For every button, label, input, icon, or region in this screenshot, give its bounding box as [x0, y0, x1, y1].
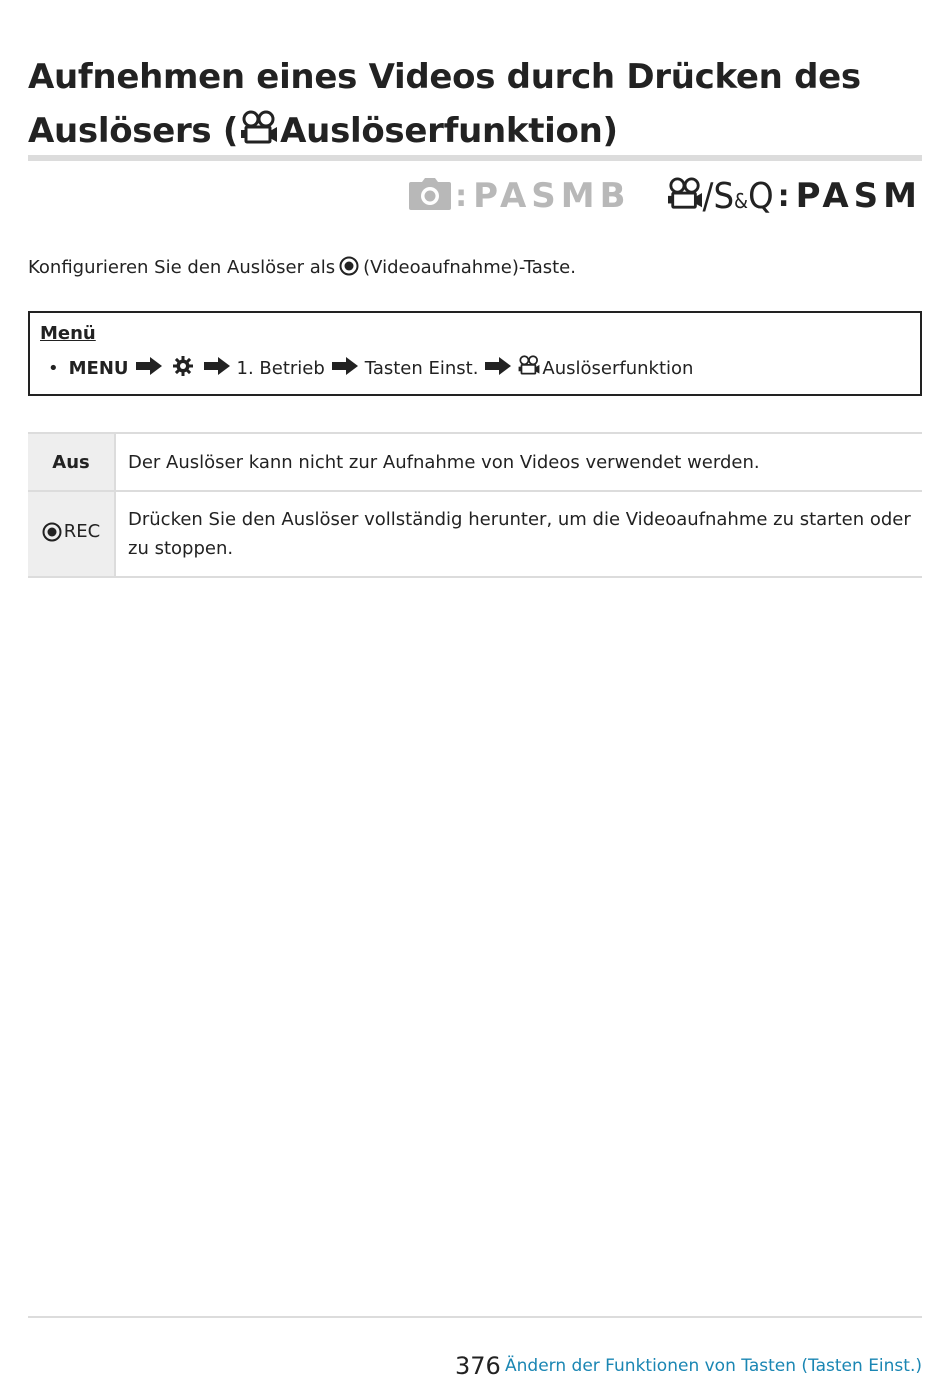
table-row — [28, 491, 922, 577]
option-description: Drücken Sie den Auslöser vollständig herunter, um die Videoaufnahme zu starten oder zu stoppen. — [115, 491, 922, 577]
intro-text-end: (Videoaufnahme)-Taste. — [363, 257, 576, 278]
sq-s: S — [713, 175, 735, 217]
record-button-icon — [339, 256, 359, 281]
arrow-right-icon — [485, 357, 511, 380]
title-line-2-start: Auslösers ( — [28, 111, 239, 151]
title-line-2-end: Auslöserfunktion) — [280, 111, 618, 151]
menu-bullet: • — [48, 357, 59, 379]
sq-q: Q — [748, 175, 774, 217]
mode-indicator — [409, 176, 922, 216]
title-divider — [28, 155, 922, 161]
option-key — [28, 491, 115, 577]
menu-step-betrieb: 1. Betrieb — [236, 357, 325, 379]
menu-button-label: MENU — [68, 357, 129, 379]
gear-icon — [173, 356, 193, 381]
slow-quick-mode — [713, 176, 773, 217]
option-key-rec: REC — [63, 521, 101, 543]
mode-slash: / — [702, 175, 714, 217]
menu-step-ausloeserfunktion: Auslöserfunktion — [542, 357, 694, 379]
movie-mode-icon — [667, 177, 703, 215]
menu-path — [48, 355, 693, 381]
video-mode-letters: PASM — [795, 176, 922, 216]
menu-heading: Menü — [40, 323, 96, 344]
sq-amp: & — [734, 188, 749, 213]
intro-text-start: Konfigurieren Sie den Auslöser als — [28, 257, 336, 278]
movie-camera-icon — [518, 355, 540, 381]
intro-text — [28, 256, 576, 281]
menu-step-tasten: Tasten Einst. — [364, 357, 479, 379]
movie-camera-icon — [240, 108, 278, 162]
photo-mode-colon: : — [455, 178, 468, 214]
page-number: 376 — [455, 1352, 501, 1380]
video-mode-group — [667, 176, 922, 217]
photo-mode-letters: PASMB — [473, 176, 631, 216]
photo-mode-group — [409, 176, 630, 216]
title-line-1: Aufnehmen eines Videos durch Drücken des — [28, 57, 861, 97]
table-row — [28, 433, 922, 491]
footer-divider — [28, 1316, 922, 1318]
option-description: Der Auslöser kann nicht zur Aufnahme von Videos verwendet werden. — [115, 433, 922, 491]
photo-camera-icon — [409, 178, 451, 214]
video-mode-colon: : — [777, 178, 790, 214]
options-table — [28, 432, 922, 578]
record-button-icon — [42, 522, 62, 542]
arrow-right-icon — [332, 357, 358, 380]
arrow-right-icon — [204, 357, 230, 380]
page-title — [28, 50, 922, 162]
option-key: Aus — [28, 433, 115, 491]
menu-path-box — [28, 311, 922, 396]
arrow-right-icon — [136, 357, 162, 380]
section-link[interactable]: Ändern der Funktionen von Tasten (Tasten Einst.) — [505, 1356, 922, 1376]
